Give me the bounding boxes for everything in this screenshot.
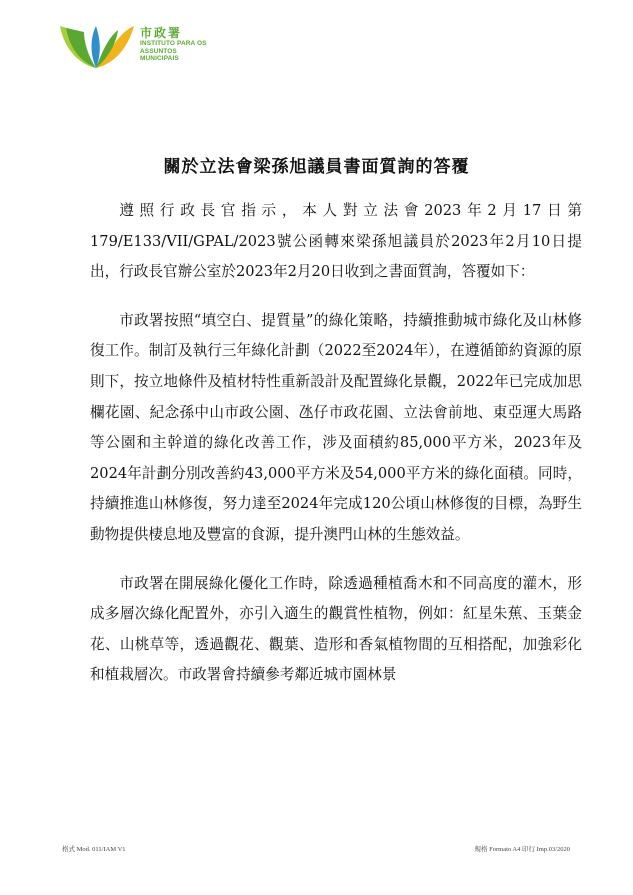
footer-print-spec: 規格 Formato A4 印行 Imp.03/2020: [474, 846, 570, 853]
logo-portuguese-line2: ASSUNTOS MUNICIPAIS: [140, 47, 179, 62]
document-title: 關於立法會梁孫旭議員書面質詢的答覆: [163, 157, 470, 177]
iam-logo: [56, 18, 216, 74]
paragraph-intro: 遵照行政長官指示，本人對立法會2023年2月17日第179/E133/VII/GPAL/2023號公函轉來梁孫旭議員於2023年2月10日提出，行政長官辦公室於2023年2月20日收到之書面質詢，答覆如下：: [90, 202, 582, 281]
paragraph-greening-optimization: 市政署在開展綠化優化工作時，除透過種植喬木和不同高度的灌木，形成多層次綠化配置外，亦引入適生的觀賞性植物，例如：紅星朱蕉、玉葉金花、山桃草等，透過觀花、觀葉、造形和香氣植物間的互相搭配，加強彩化和植栽層次。市政署會持續參考鄰近城市園林景: [90, 574, 582, 684]
footer-form-code: 格式 Mod. 011/IAM V1: [62, 846, 126, 853]
logo-portuguese-line1: INSTITUTO PARA OS: [140, 40, 207, 47]
logo-chinese-name: 市政署: [140, 26, 183, 40]
document-body: [90, 196, 582, 709]
paragraph-greening-strategy: 市政署按照“填空白、提質量”的綠化策略，持續推動城市綠化及山林修復工作。制訂及執行三年綠化計劃（2022至2024年），在遵循節約資源的原則下，按立地條件及植材特性重新設計及配置綠化景觀，2022年已完成加思欄花園、紀念孫中山市政公園、氹仔市政花園、立法會前地、東亞運大馬路等公園和主幹道的綠化改善工作，涉及面積約85,000平方米，2023年及2024年計劃分別改善約43,000平方米及54,000平方米的綠化面積。同時，持續推進山林修復，努力達至2024年完成120公頃山林修復的目標，為野生動物提供棲息地及豐富的食源，提升澳門山林的生態效益。: [90, 311, 582, 543]
iam-emblem-icon: [56, 18, 138, 74]
logo-wordmark: [140, 26, 216, 63]
